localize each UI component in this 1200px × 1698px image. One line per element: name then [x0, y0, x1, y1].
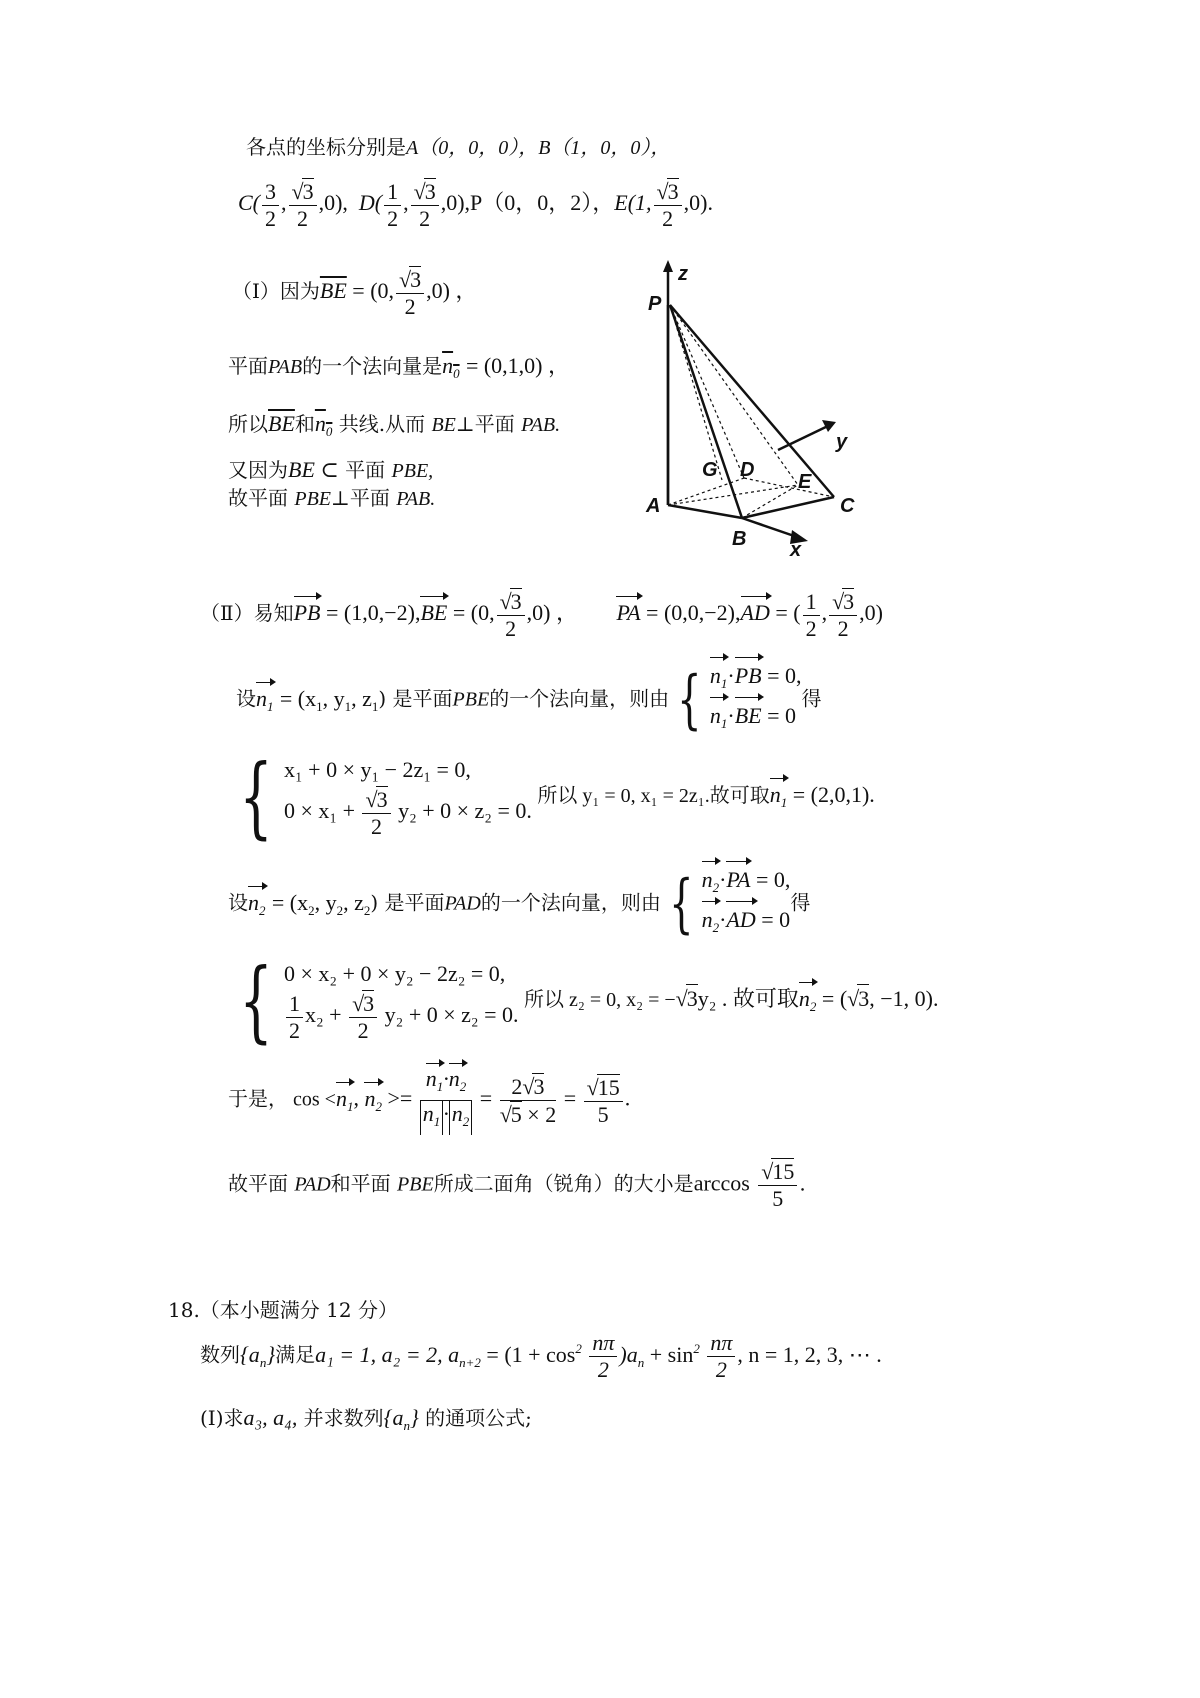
z-arrow: [663, 260, 673, 272]
text: x₂ +: [305, 1002, 342, 1028]
vector-name: n: [451, 1101, 463, 1126]
system-2: [702, 864, 791, 944]
text: BE ⊂: [288, 457, 339, 482]
fraction: [286, 991, 303, 1044]
fraction: [362, 786, 390, 840]
text: = (0,0,−2),: [646, 600, 741, 626]
label-E: E: [798, 471, 812, 493]
fraction-numerator: √3: [654, 178, 682, 206]
subscript: 2: [712, 880, 720, 895]
fraction-denominator: $n_1 \cdot n_2$: [420, 1101, 473, 1135]
point-E-tail: ,0).: [683, 190, 713, 216]
system-1: [710, 660, 802, 740]
subscript: 0: [453, 366, 460, 381]
fraction-denominator: 2: [357, 1018, 369, 1043]
coord-AB: A（0，0，0），B（1，0，0），: [406, 137, 671, 159]
fraction-denominator: 2: [715, 1357, 727, 1382]
vector-name: n: [798, 986, 810, 1012]
system-row: $n_1\cdot PB = 0$,: [710, 660, 802, 700]
system-row: 0 × x₂ + 0 × y₂ − 2z₂ = 0,: [284, 961, 506, 986]
part1-line-5: [228, 484, 435, 513]
text: = 0: [767, 703, 797, 728]
vector-name: n: [364, 1085, 376, 1111]
y-axis: [778, 425, 830, 450]
fraction: [396, 266, 424, 320]
label-y: y: [836, 431, 848, 453]
text: (Ⅰ)求: [200, 1406, 244, 1430]
part1-tail: ,0) ，: [426, 278, 478, 304]
coord-line-1: [246, 133, 670, 162]
fraction-numerator: √3: [497, 588, 525, 616]
subscript: 2: [712, 920, 720, 935]
fraction-denominator: 5: [772, 1186, 784, 1211]
vector-BE: $\overline{BE}$: [319, 278, 347, 304]
fraction-denominator: 2: [404, 294, 416, 319]
text: 设: [228, 890, 248, 915]
text: = 0,: [755, 867, 791, 892]
text: = 0: [761, 907, 791, 932]
part2-set-n2: [228, 864, 810, 944]
sqrt-radicand: 3: [533, 1074, 545, 1099]
fraction-numerator: √15: [584, 1074, 623, 1102]
fraction: [411, 178, 439, 232]
subscript: 1: [720, 676, 728, 691]
text: , y: [322, 685, 345, 711]
vector-n0: [442, 353, 460, 381]
pyramid-figure: [640, 260, 890, 560]
text: = (: [775, 600, 801, 626]
label-A: A: [646, 495, 661, 517]
text: 0 × x₁ +: [284, 798, 355, 824]
subscript: n+2: [459, 1354, 481, 1370]
vector-PA: PA: [726, 864, 750, 896]
subscript: n: [259, 1354, 267, 1370]
n2-components: [271, 889, 371, 918]
text: 又因为: [228, 458, 288, 482]
text: {a: [383, 1405, 404, 1430]
part2-system-B: { 0 × x₂ + 0 × y₂ − 2z₂ = 0, $\frac{1}{2}$ x₂ + $\frac{√3}{2}$ y₂ + 0 × z₂ = 0. 所以 z₂ = 0, x₂ = −√3y₂ . 故可取$n_2 = (√3$, −1, 0).: [239, 949, 939, 1052]
part1-line-1: [232, 266, 477, 320]
fraction: [584, 1074, 623, 1128]
sqrt-radicand: 3: [424, 179, 436, 204]
superscript: 2: [693, 1340, 700, 1356]
fraction: [654, 178, 682, 232]
text: 的一个法向量，则由: [480, 890, 661, 915]
text: 故平面: [228, 1171, 288, 1196]
part2-system-A: [228, 745, 875, 848]
sqrt-radicand: 3: [510, 589, 522, 614]
fraction-numerator: √3: [411, 178, 439, 206]
subscript: n: [637, 1354, 645, 1370]
part1-label: （Ⅰ）因为: [232, 281, 320, 304]
fraction-denominator: 5: [597, 1101, 609, 1127]
label-G: G: [702, 459, 718, 481]
text: , y: [314, 889, 337, 915]
fraction-denominator: 2: [297, 206, 309, 231]
fraction-numerator: √3: [396, 266, 424, 294]
result-A: 所以 y₁ = 0, x₁ = 2z₁.故可取: [537, 785, 770, 808]
label-x: x: [790, 539, 802, 560]
edge-PE-dashed: [670, 305, 798, 485]
text: a₁ = 1, a₂ = 2, a: [315, 1341, 460, 1367]
point-C-tail: ,0),: [318, 190, 348, 216]
text: 平面: [345, 458, 386, 482]
label-B: B: [732, 528, 747, 550]
subscript: 2: [462, 1114, 470, 1129]
subscript: 1: [720, 716, 728, 731]
system-row: x₁ + 0 × y₁ − 2z₁ = 0,: [284, 757, 471, 782]
sqrt-radicand: 3: [843, 589, 855, 614]
edge-AB: [668, 505, 742, 518]
part1-eq: = (0,: [352, 278, 395, 304]
fraction: [589, 1330, 617, 1383]
fraction-denominator: 2: [289, 1017, 300, 1043]
point-C-label: C(: [238, 190, 260, 216]
part1-line-2: [228, 352, 570, 388]
vector-AD: AD: [726, 904, 755, 936]
subscript: 1: [780, 795, 788, 811]
sequence-an: [383, 1405, 419, 1433]
vector-name: n: [709, 663, 721, 688]
plane-PBE: PBE: [452, 688, 490, 711]
fraction-denominator: 2: [419, 206, 431, 231]
text: 于是， cos <: [228, 1088, 336, 1111]
text: arccos: [693, 1170, 750, 1196]
fraction: [384, 179, 401, 232]
text: = (x: [279, 685, 317, 711]
text: {a: [240, 1341, 260, 1367]
q18-part1: [200, 1404, 532, 1440]
subscript: 2: [259, 902, 266, 918]
fraction-numerator: √15: [758, 1158, 797, 1186]
text: >=: [387, 1085, 413, 1111]
q18-statement: [200, 1330, 882, 1383]
question-title: 18.（本小题满分 12 分）: [168, 1298, 398, 1322]
fraction: [289, 178, 317, 232]
text: 所成二面角（锐角）的大小是: [433, 1171, 694, 1196]
fraction-numerator: √3: [349, 990, 377, 1018]
text: 2: [511, 1074, 523, 1099]
fraction-numerator: nπ: [707, 1330, 735, 1357]
subscript: 1: [344, 698, 352, 714]
vector-name: n: [448, 1066, 460, 1091]
text: 数列: [200, 1342, 240, 1367]
vector-PB: PB: [735, 660, 762, 692]
text: ⊥平面: [455, 412, 515, 436]
system-A: [284, 754, 532, 840]
fraction-denominator: 2: [837, 616, 849, 641]
text: = (x: [271, 889, 309, 915]
vector-PB: PB: [293, 600, 321, 626]
text: × 2: [527, 1102, 557, 1127]
edge-PD-dashed: [670, 305, 744, 478]
label-C: C: [840, 495, 855, 517]
fraction-numerator: $n_1\cdot n_2$: [420, 1066, 473, 1101]
text: ) 是平面: [370, 890, 445, 915]
edge-BE-dashed: [742, 485, 798, 518]
text: 并求数列: [303, 1406, 384, 1430]
fraction-denominator: 2: [387, 205, 399, 231]
fraction-denominator: 2: [597, 1357, 609, 1382]
fraction-numerator: 1: [803, 589, 820, 616]
part2-cosine: 于是， $\cos <n_1$, $n_2$ >= $\frac{n_1\cdot n_2}{n_1 \cdot n_2}$ = $\frac{2√3}{√5 \times 2}$ = $\frac{√15}{5}$ .: [228, 1066, 630, 1135]
point-E-label: E(1,: [614, 190, 652, 216]
text: PAB.: [521, 414, 561, 436]
system-row: $n_1\cdot BE = 0$: [710, 700, 802, 740]
label-D: D: [740, 459, 755, 481]
subscript: 2: [375, 1098, 382, 1114]
text: 故平面: [228, 486, 288, 510]
text: 和平面: [330, 1171, 391, 1196]
vector-name: n: [422, 1101, 434, 1126]
label-z: z: [678, 263, 688, 285]
fraction-numerator: 3: [262, 179, 279, 206]
fraction: [758, 1158, 797, 1212]
vector-AD: AD: [740, 600, 770, 626]
vector-BE: $\overline{BE}$: [268, 411, 295, 436]
n1-components: [279, 685, 379, 714]
text: }: [266, 1341, 276, 1367]
system-row: $n_2\cdot AD = 0$: [702, 904, 791, 944]
sqrt-radicand: 3: [410, 267, 422, 292]
sqrt-radicand: 15: [597, 1074, 620, 1100]
vector-name: n: [425, 1066, 437, 1091]
fraction-denominator: 2: [805, 615, 817, 641]
superscript: 2: [575, 1340, 582, 1356]
vector-n2: [248, 889, 266, 925]
fraction-numerator: √3: [829, 588, 857, 616]
text: 的通项公式;: [425, 1406, 532, 1430]
subscript: 2: [363, 902, 371, 918]
fraction-numerator: √3: [362, 786, 390, 814]
vector-n2: [799, 985, 817, 1021]
brace: {: [677, 663, 702, 737]
subscript: n: [403, 1418, 410, 1433]
text: 平面: [228, 354, 268, 378]
part1-line-3: [228, 410, 560, 446]
text: , z: [343, 889, 364, 915]
part2-label: （Ⅱ）易知: [200, 603, 294, 626]
subscript: 2: [809, 999, 817, 1015]
system-row: [284, 786, 532, 840]
text: 所以: [228, 412, 268, 436]
result-B: 所以 z₂ = 0, x₂ = −: [523, 989, 676, 1012]
fraction: [420, 1066, 473, 1135]
vector-name: n: [769, 782, 781, 808]
vector-name: n: [248, 889, 259, 915]
text: BE: [431, 414, 456, 436]
text: PBE: [294, 488, 332, 510]
sqrt-radicand: 3: [667, 179, 679, 204]
text: = (1 + cos: [486, 1341, 576, 1367]
subscript: 2: [308, 902, 315, 918]
subscript: 1: [346, 1098, 354, 1114]
text: 得: [790, 890, 811, 915]
sqrt-radicand: 3: [376, 787, 388, 812]
vector-name: n: [701, 907, 713, 932]
fraction: [707, 1330, 735, 1383]
text: , −1, 0).: [869, 986, 939, 1012]
sequence-an: [240, 1341, 276, 1370]
text: )a: [619, 1341, 638, 1367]
vector-name: n: [256, 685, 267, 711]
text: PAB.: [396, 488, 436, 510]
brace: {: [239, 949, 273, 1052]
part2-set-n1: [236, 660, 822, 740]
text: 和: [294, 412, 315, 436]
sqrt-radicand: 3: [363, 991, 375, 1016]
brace: {: [668, 867, 694, 941]
fraction-denominator: 2: [662, 206, 674, 231]
sqrt-radicand: 3: [858, 986, 870, 1012]
sqrt-radicand: 3: [302, 179, 314, 204]
sqrt-radicand: 5: [510, 1102, 522, 1127]
text: 共线.从而: [338, 412, 426, 436]
text: = (2,0,1).: [792, 782, 875, 808]
text: PBE: [397, 1173, 434, 1196]
fraction-numerator: 1: [384, 179, 401, 206]
point-D-label: D(: [358, 190, 383, 216]
text: = (1,0,−2),: [325, 600, 421, 626]
recurrence: [315, 1330, 882, 1382]
plane-PAB: PAB: [268, 356, 303, 378]
text: y₂ . 故可取: [697, 986, 799, 1012]
system-row: $n_2\cdot PA = 0$,: [702, 864, 791, 904]
text: 得: [801, 686, 822, 711]
subscript: 1: [371, 698, 379, 714]
fraction-numerator: nπ: [589, 1330, 617, 1357]
system-row: [284, 990, 518, 1044]
point-P: P（0，0，2），: [470, 190, 615, 216]
text: ⊥平面: [331, 486, 390, 510]
text: PAD: [294, 1173, 331, 1196]
vector-n1: [770, 781, 788, 817]
fraction: [262, 179, 279, 232]
fraction-numerator: √3: [289, 178, 317, 206]
text: 满足: [275, 1342, 316, 1367]
sqrt-radicand: 3: [686, 986, 698, 1012]
point-D-tail: ,0),: [440, 190, 471, 216]
system-B: [284, 958, 518, 1044]
vector-name: n: [335, 1085, 347, 1111]
fraction-numerator: 2√3: [500, 1073, 557, 1101]
q18-title: [168, 1296, 398, 1324]
text: 的一个法向量，则由: [489, 686, 670, 711]
fraction: [829, 588, 857, 642]
fraction-denominator: 2: [505, 616, 517, 641]
fraction-denominator: 2: [371, 814, 383, 839]
text: PBE,: [391, 460, 434, 482]
vector-name: n: [442, 353, 454, 378]
edge-PB: [670, 305, 742, 518]
subscript: 1: [436, 1079, 444, 1094]
fraction-numerator: 1: [286, 991, 303, 1018]
text: 设: [236, 686, 256, 711]
text: .: [799, 1171, 806, 1196]
subscript: 0: [325, 424, 333, 439]
vector-n1: [256, 685, 274, 721]
subscript: 2: [336, 902, 344, 918]
vector-n0: [314, 411, 333, 439]
subscript: 1: [316, 698, 323, 714]
fraction: [349, 990, 377, 1044]
sqrt-radicand: 15: [772, 1159, 795, 1184]
subscript: 1: [433, 1114, 441, 1129]
text: 的一个法向量是: [302, 354, 443, 378]
vector-name: n: [314, 411, 326, 436]
part2-conclusion: [228, 1158, 806, 1212]
text: , n = 1, 2, 3, ⋯ .: [737, 1341, 882, 1367]
text: = (: [821, 986, 848, 1012]
fraction-denominator: √5 × 2: [499, 1102, 557, 1127]
text: y₂ + 0 × z₂ = 0.: [398, 798, 532, 824]
coord-intro-text: 各点的坐标分别是: [246, 135, 406, 159]
text: = (0,1,0) ，: [465, 353, 570, 378]
plane-PAD: PAD: [444, 892, 481, 915]
vector-PA: PA: [616, 600, 641, 626]
fraction: [803, 589, 820, 642]
brace: {: [239, 745, 273, 848]
text: = (0,: [452, 600, 495, 626]
vector-BE: BE: [735, 700, 762, 732]
text: ,0) ，: [526, 600, 578, 626]
part1-line-4: [228, 456, 433, 485]
label-P: P: [648, 293, 662, 315]
fraction: [500, 1073, 557, 1128]
subscript: 1: [267, 698, 274, 714]
vector-BE: BE: [420, 600, 448, 626]
part2-line-1: （Ⅱ）易知PB = (1,0,−2),BE = (0, $\frac{√3}{2}$ ,0) ， PA = (0,0,−2),AD = ( $\frac{1}{2}$ , $\frac{√3}{2}$ ,0): [200, 588, 883, 641]
edge-BC: [742, 497, 834, 518]
text: y₂ + 0 × z₂ = 0.: [384, 1002, 519, 1028]
vector-name: n: [701, 867, 713, 892]
coord-line-2: C( $\frac{3}{2}$ , $\frac{√3}{2}$ ,0), D( $\frac{1}{2}$ , $\frac{√3}{2}$ ,0),P（0，0，2），E(1, $\frac{√3}{2}$ ,0).: [238, 178, 713, 231]
subscript: 2: [459, 1079, 467, 1094]
fraction: [497, 588, 525, 642]
text: + sin: [649, 1341, 694, 1367]
text: = 0,: [767, 663, 802, 688]
text: a₃, a₄,: [243, 1405, 298, 1430]
text: }: [409, 1405, 419, 1430]
text: ,0): [859, 600, 883, 626]
text: , z: [351, 685, 372, 711]
text: ) 是平面: [378, 686, 453, 711]
y-arrow: [822, 420, 836, 432]
vector-name: n: [709, 703, 721, 728]
fraction-denominator: 2: [265, 205, 276, 231]
